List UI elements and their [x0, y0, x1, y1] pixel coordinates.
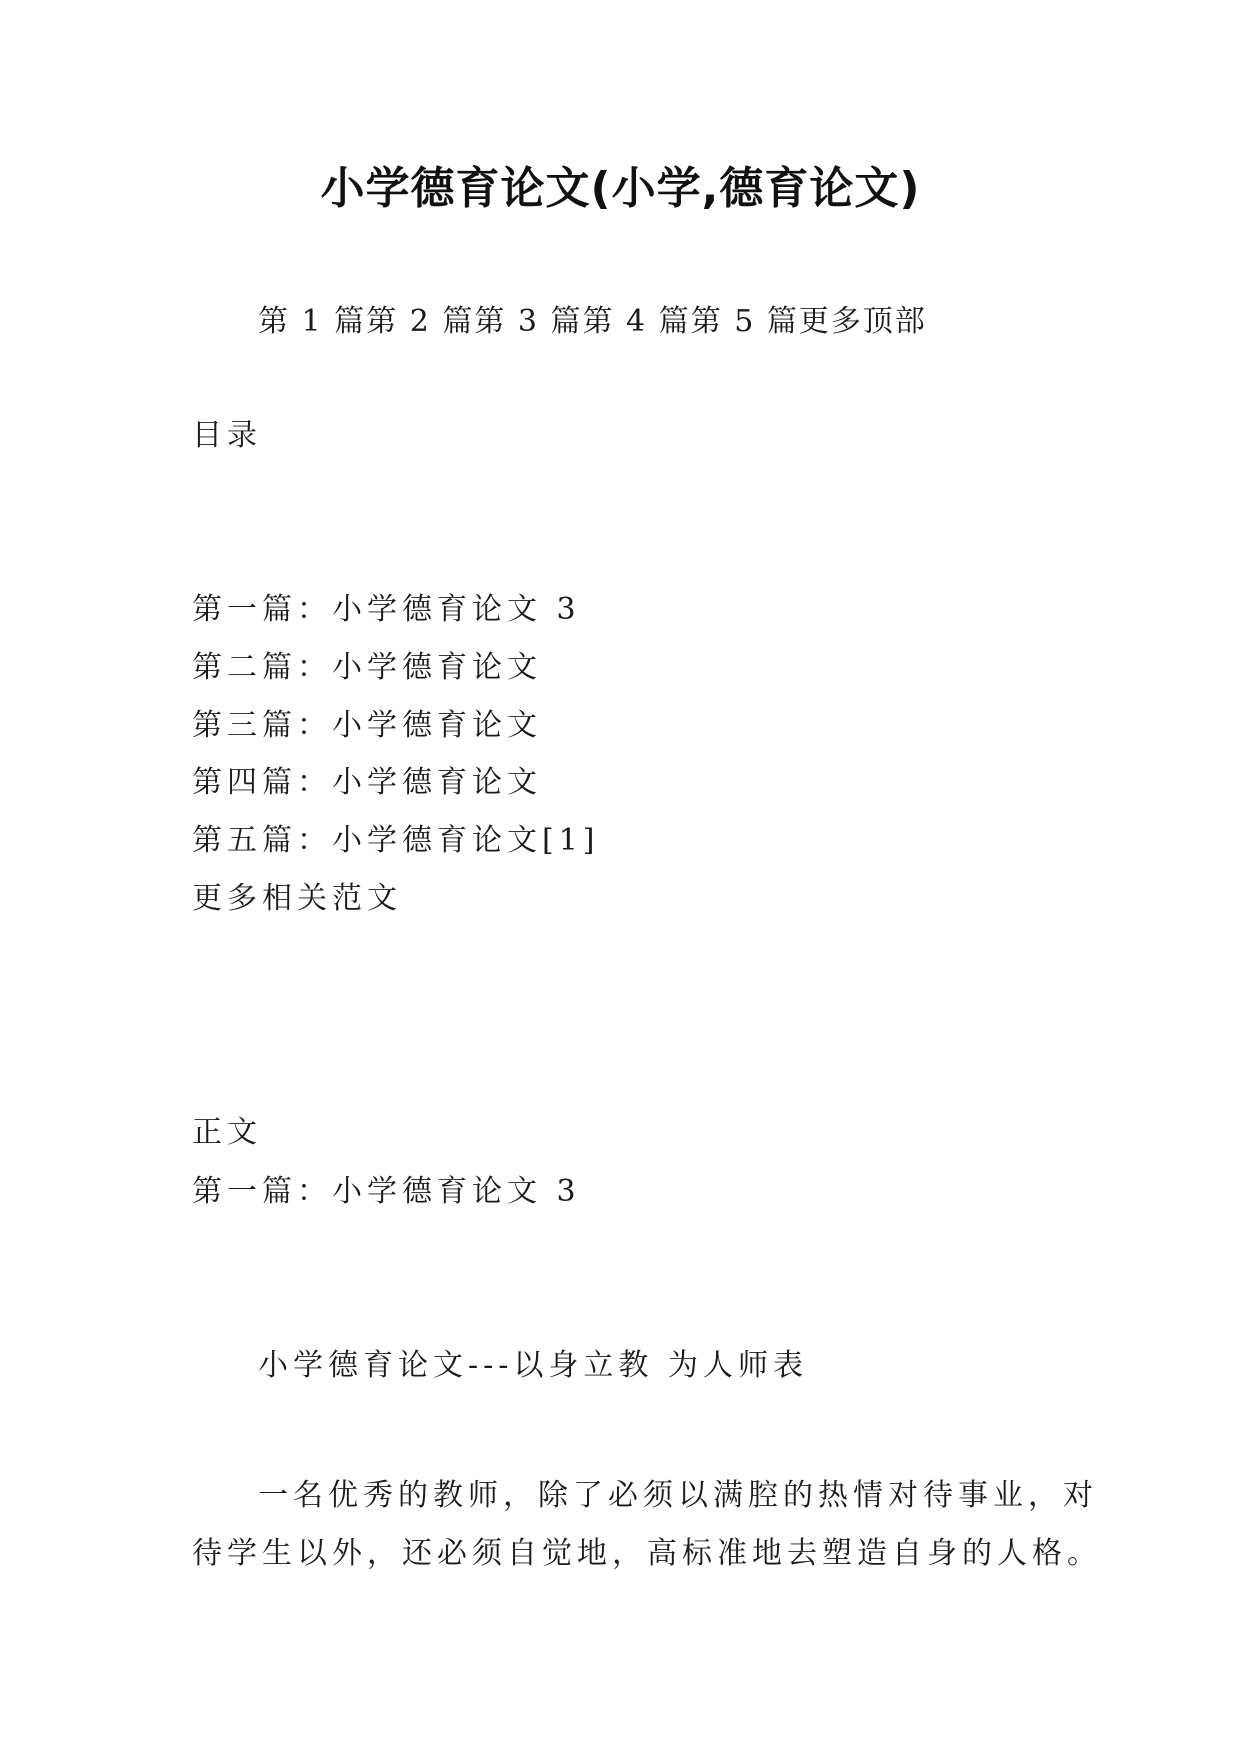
toc-item-1[interactable]: 第一篇：小学德育论文 3	[192, 592, 581, 627]
nav-chapter-2[interactable]: 第 2 篇	[366, 304, 475, 339]
nav-more[interactable]: 更多	[798, 304, 863, 339]
article-title: 小学德育论文---以身立教 为人师表	[258, 1348, 808, 1383]
nav-chapter-5[interactable]: 第 5 篇	[690, 304, 799, 339]
toc-item-5[interactable]: 第五篇：小学德育论文[1]	[192, 823, 600, 858]
body-heading: 正文	[192, 1115, 262, 1150]
toc-item-2[interactable]: 第二篇：小学德育论文	[192, 650, 542, 685]
chapter-nav	[258, 296, 927, 340]
paragraph-line-1: 一名优秀的教师，除了必须以满腔的热情对待事业，对	[258, 1478, 1098, 1513]
nav-chapter-1[interactable]: 第 1 篇	[258, 304, 367, 339]
toc-item-4[interactable]: 第四篇：小学德育论文	[192, 765, 542, 800]
toc-item-3[interactable]: 第三篇：小学德育论文	[192, 708, 542, 743]
nav-top[interactable]: 顶部	[862, 304, 927, 339]
nav-chapter-4[interactable]: 第 4 篇	[582, 304, 691, 339]
paragraph-line-2: 待学生以外，还必须自觉地，高标准地去塑造自身的人格。	[192, 1536, 1102, 1571]
nav-chapter-3[interactable]: 第 3 篇	[474, 304, 583, 339]
document-title: 小学德育论文(小学,德育论文)	[320, 163, 921, 214]
section-title: 第一篇：小学德育论文 3	[192, 1174, 581, 1209]
toc-heading: 目录	[192, 418, 262, 453]
toc-more-link[interactable]: 更多相关范文	[192, 881, 402, 916]
